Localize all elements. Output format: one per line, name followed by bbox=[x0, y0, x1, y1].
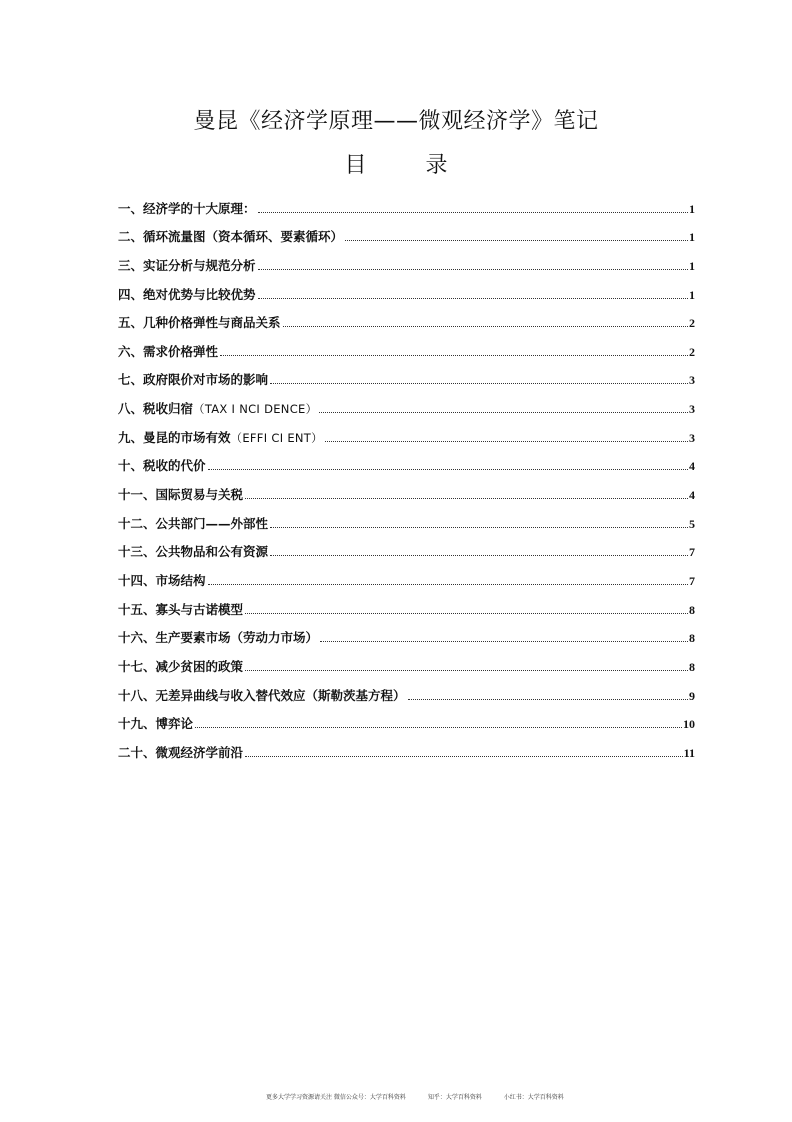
toc-entry-label: 八、税收归宿 bbox=[118, 401, 194, 417]
toc-entry-page: 5 bbox=[689, 516, 695, 531]
toc-entry[interactable] bbox=[118, 446, 695, 475]
dot-leader bbox=[270, 527, 688, 528]
dot-leader bbox=[245, 498, 688, 499]
toc-entry-page: 8 bbox=[689, 602, 695, 617]
toc-entry-label: 十九、博弈论 bbox=[118, 716, 194, 732]
toc-entry-label: 九、曼昆的市场有效 bbox=[118, 429, 231, 445]
toc-entry-label: 二、循环流量图（资本循环、要素循环） bbox=[118, 229, 344, 245]
toc-entry[interactable] bbox=[118, 646, 695, 675]
toc-entry-page: 1 bbox=[689, 287, 695, 302]
toc-entry[interactable] bbox=[118, 245, 695, 274]
toc-entry-page: 1 bbox=[689, 201, 695, 216]
dot-leader bbox=[320, 641, 688, 642]
toc-entry-page: 9 bbox=[689, 688, 695, 703]
toc-entry[interactable] bbox=[118, 217, 695, 246]
toc-entry-label: 七、政府限价对市场的影响 bbox=[118, 372, 269, 388]
toc-entry[interactable] bbox=[118, 503, 695, 532]
dot-leader bbox=[208, 469, 688, 470]
toc-entry-page: 1 bbox=[689, 258, 695, 273]
footer-zhihu: 知乎：大学百科资料 bbox=[427, 1094, 482, 1101]
toc-entry-page: 2 bbox=[689, 344, 695, 359]
toc-entry-page: 7 bbox=[689, 545, 695, 560]
dot-leader bbox=[270, 383, 688, 384]
footer-wechat: 更多大学学习资源请关注 微信公众号：大学百科资料 bbox=[266, 1094, 406, 1101]
toc-entry-page: 11 bbox=[683, 745, 695, 760]
toc-entry-label: 四、绝对优势与比较优势 bbox=[118, 286, 256, 302]
footer bbox=[266, 1092, 584, 1101]
toc-entry-label: 十七、减少贫困的政策 bbox=[118, 658, 244, 674]
toc-entry[interactable] bbox=[118, 417, 695, 446]
dot-leader bbox=[208, 584, 688, 585]
table-of-contents bbox=[118, 188, 695, 761]
dot-leader bbox=[245, 613, 688, 614]
toc-entry-label: 五、几种价格弹性与商品关系 bbox=[118, 315, 281, 331]
toc-entry[interactable] bbox=[118, 675, 695, 704]
dot-leader bbox=[325, 441, 688, 442]
dot-leader bbox=[258, 298, 688, 299]
dot-leader bbox=[245, 670, 688, 671]
document-title: 曼昆《经济学原理——微观经济学》笔记 bbox=[193, 109, 599, 134]
toc-entry[interactable] bbox=[118, 560, 695, 589]
toc-entry-label: 十、税收的代价 bbox=[118, 458, 206, 474]
toc-entry[interactable] bbox=[118, 474, 695, 503]
dot-leader bbox=[245, 756, 683, 757]
toc-entry[interactable] bbox=[118, 732, 695, 761]
toc-entry[interactable] bbox=[118, 388, 695, 417]
toc-entry-page: 1 bbox=[689, 230, 695, 245]
toc-entry-suffix: （EFFI CI ENT） bbox=[230, 430, 323, 445]
toc-entry[interactable] bbox=[118, 360, 695, 389]
dot-leader bbox=[220, 355, 688, 356]
toc-entry-page: 10 bbox=[683, 717, 695, 732]
toc-entry[interactable] bbox=[118, 331, 695, 360]
toc-entry-page: 4 bbox=[689, 459, 695, 474]
toc-entry-page: 8 bbox=[689, 659, 695, 674]
footer-xiaohongshu: 小红书：大学百科资料 bbox=[503, 1094, 564, 1101]
toc-entry-label: 十六、生产要素市场（劳动力市场） bbox=[118, 630, 319, 646]
toc-entry-page: 4 bbox=[689, 488, 695, 503]
dot-leader bbox=[408, 699, 688, 700]
toc-entry-label: 十四、市场结构 bbox=[118, 572, 206, 588]
toc-entry[interactable] bbox=[118, 188, 695, 217]
dot-leader bbox=[319, 412, 688, 413]
toc-entry-page: 7 bbox=[689, 573, 695, 588]
toc-entry-label: 二十、微观经济学前沿 bbox=[118, 744, 244, 760]
toc-entry-label: 六、需求价格弹性 bbox=[118, 343, 219, 359]
toc-entry-page: 3 bbox=[689, 430, 695, 445]
dot-leader bbox=[195, 727, 682, 728]
toc-entry-page: 8 bbox=[689, 631, 695, 646]
toc-entry-page: 3 bbox=[689, 402, 695, 417]
toc-entry[interactable] bbox=[118, 618, 695, 647]
dot-leader bbox=[283, 326, 688, 327]
toc-entry-label: 一、经济学的十大原理： bbox=[118, 200, 256, 216]
toc-entry[interactable] bbox=[118, 532, 695, 561]
toc-entry-label: 十二、公共部门——外部性 bbox=[118, 515, 269, 531]
toc-heading: 目 录 bbox=[344, 153, 474, 178]
dot-leader bbox=[258, 269, 688, 270]
toc-entry[interactable] bbox=[118, 704, 695, 733]
dot-leader bbox=[258, 212, 688, 213]
toc-entry-label: 十三、公共物品和公有资源 bbox=[118, 544, 269, 560]
toc-entry-page: 3 bbox=[689, 373, 695, 388]
toc-entry[interactable] bbox=[118, 303, 695, 332]
toc-entry-suffix: （TAX I NCI DENCE） bbox=[193, 402, 318, 417]
dot-leader bbox=[270, 555, 688, 556]
dot-leader bbox=[345, 240, 688, 241]
toc-entry-label: 十五、寡头与古诺模型 bbox=[118, 601, 244, 617]
toc-entry-label: 十一、国际贸易与关税 bbox=[118, 487, 244, 503]
toc-entry[interactable] bbox=[118, 274, 695, 303]
toc-entry-label: 十八、无差异曲线与收入替代效应（斯勒茨基方程） bbox=[118, 687, 406, 703]
toc-entry[interactable] bbox=[118, 589, 695, 618]
toc-entry-page: 2 bbox=[689, 316, 695, 331]
toc-entry-label: 三、实证分析与规范分析 bbox=[118, 257, 256, 273]
